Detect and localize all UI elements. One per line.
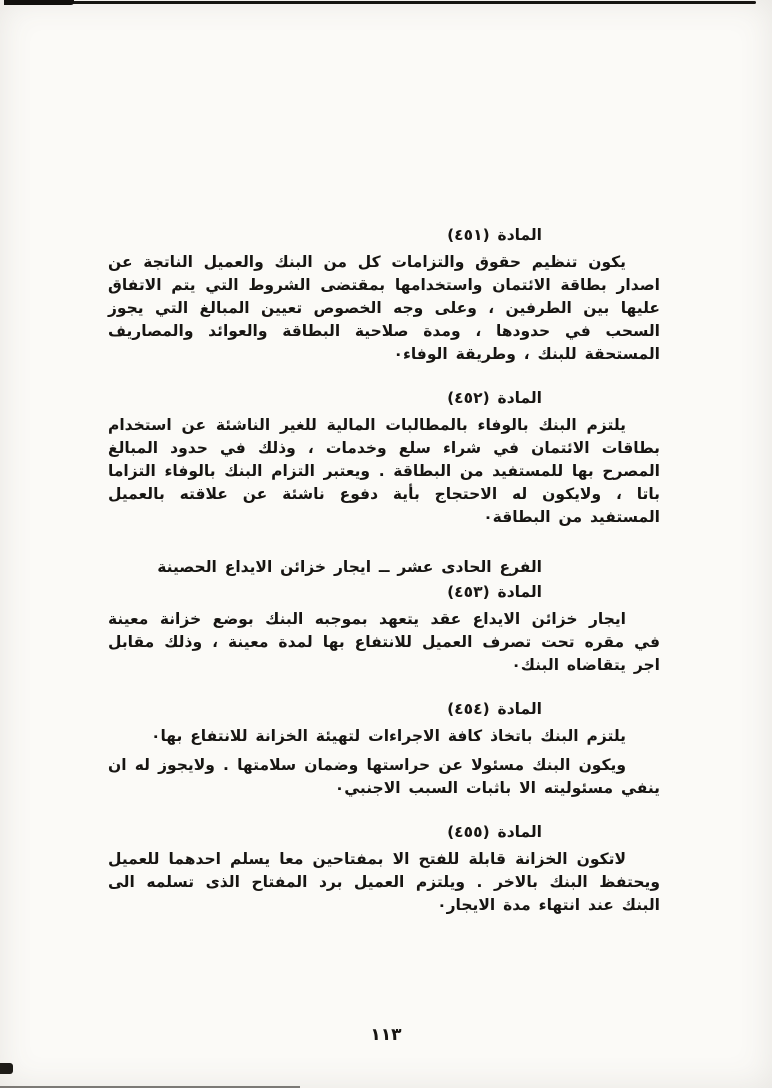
article-454-heading: المادة (٤٥٤) bbox=[447, 700, 542, 718]
page-number: ١١٣ bbox=[370, 1025, 402, 1045]
article-452-body: يلتزم البنك بالوفاء بالمطالبات المالية للغير الناشئة عن استخدام بطاقات الائتمان في شراء سلع وخدمات ، وذلك في حدود المبالغ المصرح بها للمستفيد من البطاقة . ويعتبر التزام البنك بالوفاء التزاما باتا ، ولايكون له الاحتجاج بأية دفوع ناشئة عن علاقته بالعميل المستفيد من البطاقة٠ bbox=[108, 416, 660, 526]
branch-eleven-heading: الفرع الحادى عشر ــ ايجار خزائن الايداع الحصينة bbox=[157, 558, 542, 576]
article-453-heading: المادة (٤٥٣) bbox=[447, 583, 542, 601]
scan-artifact-top-left-corner bbox=[4, 0, 74, 5]
article-451-body: يكون تنظيم حقوق والتزامات كل من البنك والعميل الناتجة عن اصدار بطاقة الائتمان واستخدامها بمقتضى الشروط التي يتم الاتفاق عليها بين الطرفين ، وعلى وجه الخصوص تعيين المبالغ التي يجوز السحب في حدودها ، ومدة صلاحية البطاقة والعوائد والمصاريف المستحقة للبنك ، وطريقة الوفاء٠ bbox=[108, 253, 660, 363]
article-453-body: ايجار خزائن الايداع عقد يتعهد بموجبه البنك بوضع خزانة معينة في مقره تحت تصرف العميل للانتفاع بها لمدة معينة ، وذلك مقابل اجر يتقاضاه البنك٠ bbox=[108, 610, 660, 674]
article-454-body-paragraph-2: ويكون البنك مسئولا عن حراستها وضمان سلامتها . ولايجوز له ان ينفي مسئوليته الا باثبات السبب الاجنبي٠ bbox=[108, 756, 660, 797]
article-455-heading: المادة (٤٥٥) bbox=[447, 823, 542, 841]
article-455-body: لاتكون الخزانة قابلة للفتح الا بمفتاحين معا يسلم احدهما للعميل ويحتفظ البنك بالاخر . ويلتزم العميل برد المفتاح الذى تسلمه الى البنك عند انتهاء مدة الايجار٠ bbox=[108, 850, 660, 914]
article-454-body-paragraph-1: يلتزم البنك باتخاذ كافة الاجراءات لتهيئة الخزانة للانتفاع بها٠ bbox=[150, 727, 626, 745]
scan-artifact-top-edge bbox=[8, 1, 756, 4]
article-452-heading: المادة (٤٥٢) bbox=[447, 389, 542, 407]
scan-artifact-bottom-left-corner bbox=[0, 1063, 13, 1074]
page-body-text bbox=[108, 224, 660, 921]
article-451-heading: المادة (٤٥١) bbox=[447, 226, 542, 244]
